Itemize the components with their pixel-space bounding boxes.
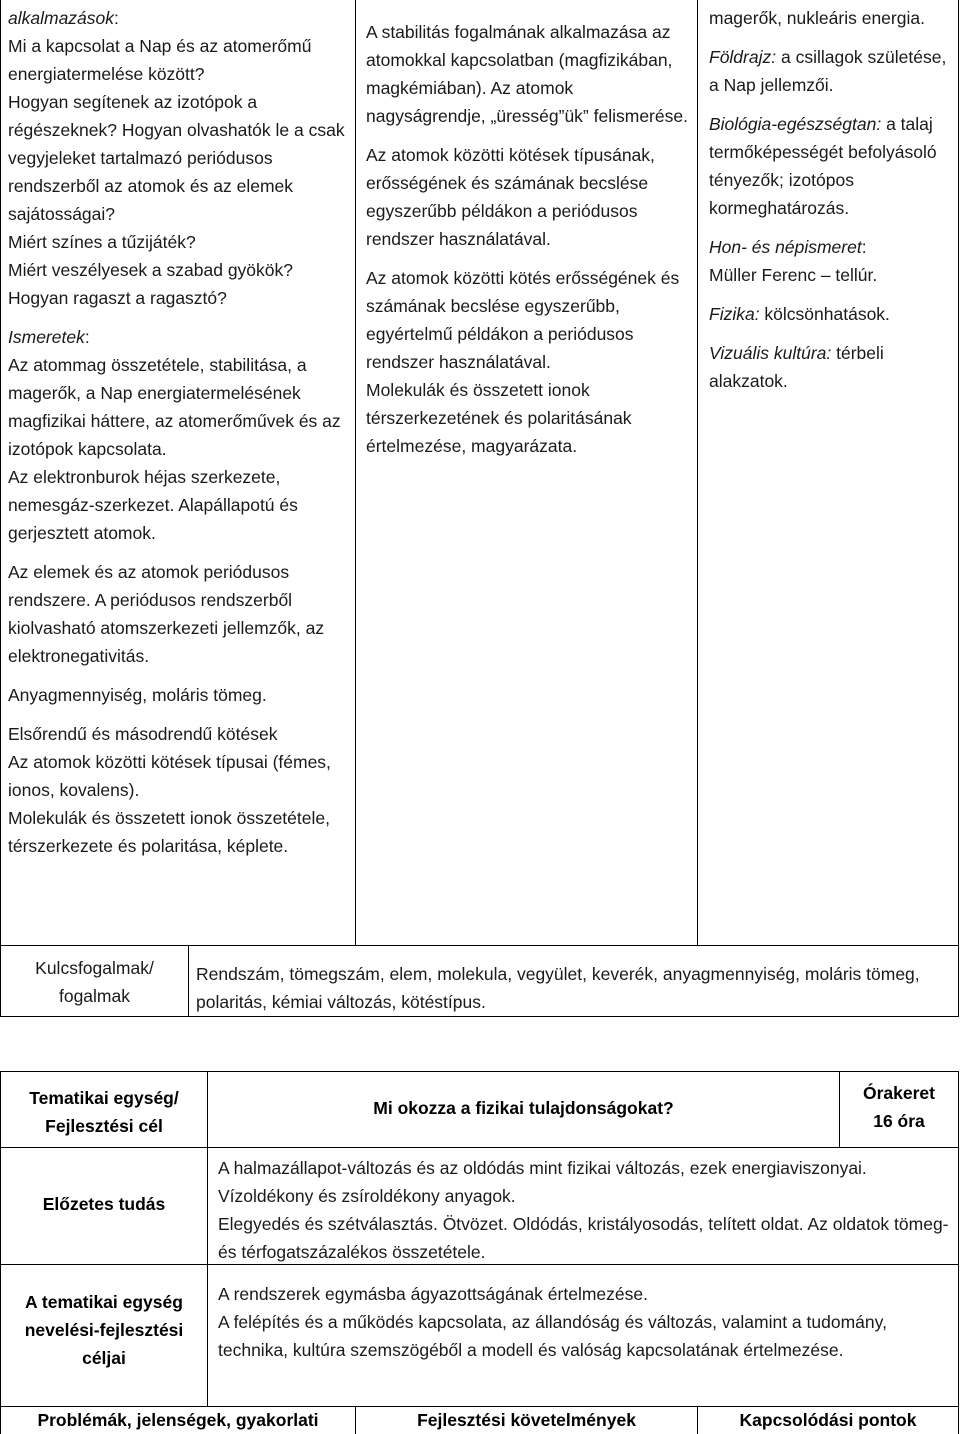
apps-label: alkalmazások:	[8, 8, 119, 28]
unit-label	[1, 1084, 207, 1140]
prior-knowledge-label	[1, 1190, 207, 1218]
table1-right-border	[958, 0, 959, 1017]
unit-title	[208, 1094, 839, 1122]
knowledge-3: Az elemek és az atomok periódusos rendszere. A periódusos rendszerből kiolvasható atomszerkezeti jellemzők, az elektronegativitás.	[8, 562, 325, 666]
link-visual-culture: Vizuális kultúra: térbeli alakzatok.	[709, 343, 884, 391]
table1-col-divider-2	[697, 0, 698, 945]
knowledge-label: Ismeretek:	[8, 327, 90, 347]
footer-requirements-header	[356, 1406, 697, 1434]
table1-col-divider-1	[355, 0, 356, 945]
knowledge-5b: Az atomok közötti kötések típusai (fémes, ionos, kovalens).	[8, 752, 331, 800]
dev-req-1: A stabilitás fogalmának alkalmazása az atomokkal kapcsolatban (magfizikában, magkémiában). Az atomok nagyságrendje, „üresség”ük” felismerése.	[366, 22, 688, 126]
key-concepts-value: Rendszám, tömegszám, elem, molekula, vegyület, keverék, anyagmennyiség, moláris tömeg, polaritás, kémiai változás, kötéstípus.	[196, 964, 920, 1012]
question-4: Miért veszélyesek a szabad gyökök?	[8, 260, 293, 280]
knowledge-1: Az atommag összetétele, stabilitása, a magerők, a Nap energiatermelésének magfizikai háttere, az atomerőművek és az izotópok kapcsolata.	[8, 355, 341, 459]
prior-knowledge-text	[218, 1154, 954, 1266]
table1-col1	[8, 4, 353, 860]
key-label-line-1: Kulcsfogalmak/	[35, 958, 154, 978]
link-ethnography-label: Hon- és népismeret:	[709, 237, 867, 257]
prior-text-1: A halmazállapot-változás és az oldódás mint fizikai változás, ezek energiaviszonyai. Vízoldékony és zsíroldékony anyagok.	[218, 1158, 867, 1206]
prior-text-2: Elegyedés és szétválasztás. Ötvözet. Oldódás, kristályosodás, telített oldat. Az oldatok tömeg- és térfogatszázalékos összetétele.	[218, 1214, 949, 1262]
question-2: Hogyan segítenek az izotópok a régészeknek? Hogyan olvashatók le a csak vegyjeleket tartalmazó periódusos rendszerből az atomok és az elemek sajátosságai?	[8, 92, 345, 224]
key-concepts-text	[196, 960, 954, 1016]
hours-label: Órakeret	[863, 1083, 935, 1103]
table2-top-border	[0, 1071, 959, 1072]
prior-label-text: Előzetes tudás	[42, 1194, 166, 1214]
goals-label-line-1: A tematikai egység	[25, 1292, 183, 1312]
key-concepts-label	[1, 954, 188, 1010]
footer-problems-header	[1, 1406, 355, 1434]
key-label-line-2: fogalmak	[58, 986, 130, 1006]
unit-label-line-2: Fejlesztési cél	[45, 1116, 163, 1136]
dev-req-4: Molekulák és összetett ionok térszerkezetének és polaritásának értelmezése, magyarázata.	[366, 380, 632, 456]
table2-right-border	[958, 1071, 959, 1434]
footer-links-header	[698, 1406, 958, 1434]
knowledge-5c: Molekulák és összetett ionok összetétele, térszerkezete és polaritása, képlete.	[8, 808, 330, 856]
table1-key-row-top	[0, 945, 959, 946]
footer-col1-text: Problémák, jelenségek, gyakorlati	[37, 1410, 319, 1430]
table1-col2	[366, 18, 694, 460]
dev-req-2: Az atomok közötti kötések típusának, erősségének és számának becslése egyszerűbb példákon a periódusos rendszer használatával.	[366, 145, 655, 249]
question-5: Hogyan ragaszt a ragasztó?	[8, 288, 227, 308]
table2-row1-bottom	[0, 1147, 959, 1148]
link-physics-cont: magerők, nukleáris energia.	[709, 8, 925, 28]
goals-label-line-3: céljai	[82, 1348, 126, 1368]
unit-label-line-1: Tematikai egység/	[29, 1088, 179, 1108]
table1-left-border	[0, 0, 1, 1017]
knowledge-4: Anyagmennyiség, moláris tömeg.	[8, 685, 267, 705]
goals-text-2: A felépítés és a működés kapcsolata, az állandóság és változás, valamint a tudomány, technika, kultúra szemszögéből a modell és valóság kapcsolatának értelmezése.	[218, 1312, 887, 1360]
footer-col2-text: Fejlesztési követelmények	[417, 1410, 636, 1430]
question-3: Miért színes a tűzijáték?	[8, 232, 196, 252]
link-geography: Földrajz: a csillagok születése, a Nap jellemzői.	[709, 47, 947, 95]
footer-col3-text: Kapcsolódási pontok	[739, 1410, 917, 1430]
table1-col3	[709, 4, 955, 395]
dev-req-3: Az atomok közötti kötés erősségének és számának becslése egyszerűbb, egyértelmű példákon a periódusos rendszer használatával.	[366, 268, 680, 372]
link-biology: Biológia-egészségtan: a talaj termőképességét befolyásoló tényezők; izotópos kormeghatározás.	[709, 114, 937, 218]
question-1: Mi a kapcsolat a Nap és az atomerőmű energiatermelése között?	[8, 36, 312, 84]
goals-text	[218, 1280, 954, 1364]
knowledge-5a: Elsőrendű és másodrendű kötések	[8, 724, 278, 744]
table1-key-divider	[188, 945, 189, 1017]
goals-label-line-2: nevelési-fejlesztési	[24, 1320, 184, 1340]
hours-value: 16 óra	[873, 1111, 925, 1131]
link-physics: Fizika: kölcsönhatások.	[709, 304, 890, 324]
hours-cell	[840, 1079, 958, 1135]
unit-title-text: Mi okozza a fizikai tulajdonságokat?	[373, 1098, 674, 1118]
table1-bottom-border	[0, 1016, 959, 1017]
goals-text-1: A rendszerek egymásba ágyazottságának értelmezése.	[218, 1284, 648, 1304]
knowledge-2: Az elektronburok héjas szerkezete, nemesgáz-szerkezet. Alapállapotú és gerjesztett atomok.	[8, 467, 298, 543]
goals-label	[1, 1288, 207, 1372]
link-ethnography-text: Müller Ferenc – tellúr.	[709, 265, 878, 285]
